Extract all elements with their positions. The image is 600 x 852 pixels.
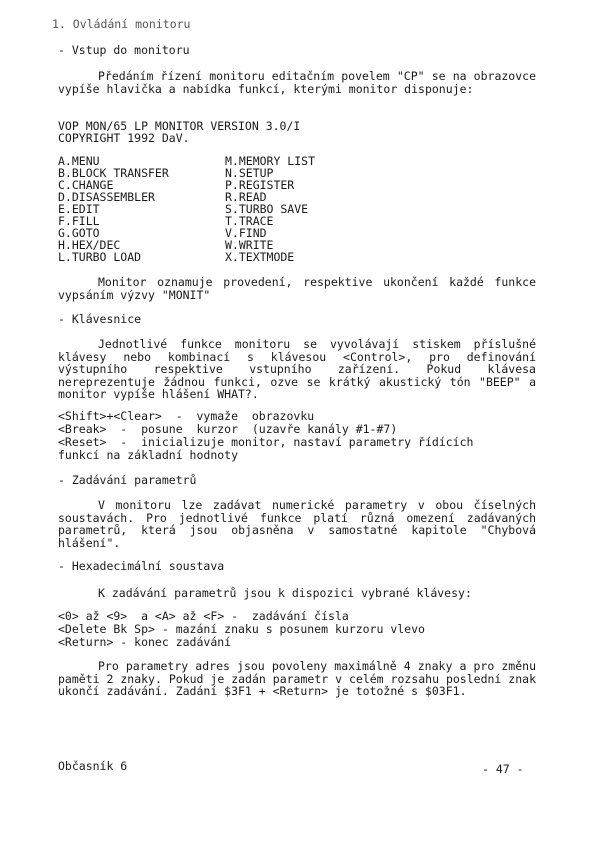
menu-item: C.CHANGE [58, 178, 114, 192]
menu-item: A.MENU [58, 154, 100, 168]
menu-item: B.BLOCK TRANSFER [58, 166, 169, 180]
menu-item: H.HEX/DEC [58, 238, 121, 252]
menu-left-column [58, 155, 169, 263]
key-line: <Break> - posune kurzor (uzavře kanály #1-#7) [58, 422, 398, 436]
key-line: funkcí na základní hodnoty [58, 448, 239, 462]
section-title: 1. Ovládání monitoru [52, 17, 191, 31]
paragraph-klavesy: K zadávání parametrů jsou k dispozici vybrané klávesy: [98, 586, 472, 600]
paragraph-adresy: Pro parametry adres jsou povoleny maximálně 4 znaky a pro změnu paměti 2 znaky. Pokud je zadán parametr v celém rozsahu poslední znak ukončí zadávání. Zadání $3F1 + <Return> je totožné s $03F1. [58, 659, 536, 698]
menu-item: F.FILL [58, 214, 100, 228]
key-line: <0> až <9> a <A> až <F> - zadávání čísla [58, 609, 349, 623]
menu-item: M.MEMORY LIST [225, 154, 316, 168]
subsection-hexa: - Hexadecimální soustava [58, 559, 225, 573]
subsection-klavesnice: - Klávesnice [58, 312, 142, 326]
menu-item: X.TEXTMODE [225, 250, 295, 264]
footer-page-number: - 47 - [482, 762, 524, 776]
menu-item: G.GOTO [58, 226, 100, 240]
monitor-header-line1: VOP MON/65 LP MONITOR VERSION 3.0/I [58, 119, 301, 133]
menu-item: V.FIND [225, 226, 267, 240]
key-line: <Delete Bk Sp> - mazání znaku s posunem kurzoru vlevo [58, 622, 425, 636]
menu-item: R.READ [225, 190, 267, 204]
menu-item: L.TURBO LOAD [58, 250, 142, 264]
menu-item: S.TURBO SAVE [225, 202, 309, 216]
menu-right-column [225, 155, 315, 263]
menu-item: E.EDIT [58, 202, 100, 216]
paragraph-monit: Monitor oznamuje provedení, respektive ukončení každé funkce vypsáním výzvy "MONIT" [58, 275, 536, 302]
menu-item: N.SETUP [225, 166, 274, 180]
menu-item: W.WRITE [225, 238, 274, 252]
menu-item: P.REGISTER [225, 178, 295, 192]
paragraph-intro: Předáním řízení monitoru editačním povelem "CP" se na obrazovce vypíše hlavička a nabídka funkcí, kterými monitor disponuje: [58, 69, 536, 96]
key-line: <Reset> - inicializuje monitor, nastaví parametry řídících [58, 435, 474, 449]
subsection-zadavani: - Zadávání parametrů [58, 473, 197, 487]
menu-item: T.TRACE [225, 214, 274, 228]
monitor-header-line2: COPYRIGHT 1992 DaV. [58, 131, 190, 145]
key-line: <Shift>+<Clear> - vymaže obrazovku [58, 409, 315, 423]
subsection-vstup: - Vstup do monitoru [58, 43, 190, 57]
key-line: <Return> - konec zadávání [58, 635, 232, 649]
menu-item: D.DISASSEMBLER [58, 190, 155, 204]
paragraph-klavesnice: Jednotlivé funkce monitoru se vyvolávají stiskem příslušné klávesy nebo kombinací s klávesou <Control>, pro definování výstupního respektive vstupního zařízení. Pokud klávesa nereprezentuje žádnou funkci, ozve se krátký akustický tón "BEEP" a monitor vypíše hlášení WHAT?. [58, 337, 536, 401]
paragraph-zadavani: V monitoru lze zadávat numerické parametry v obou číselných soustavách. Pro jednotlivé funkce platí různá omezení zadávaných parametrů, která jsou objasněna v samostatné kapitole "Chybová hlášení". [58, 498, 536, 550]
footer-publication: Občasník 6 [58, 759, 128, 773]
